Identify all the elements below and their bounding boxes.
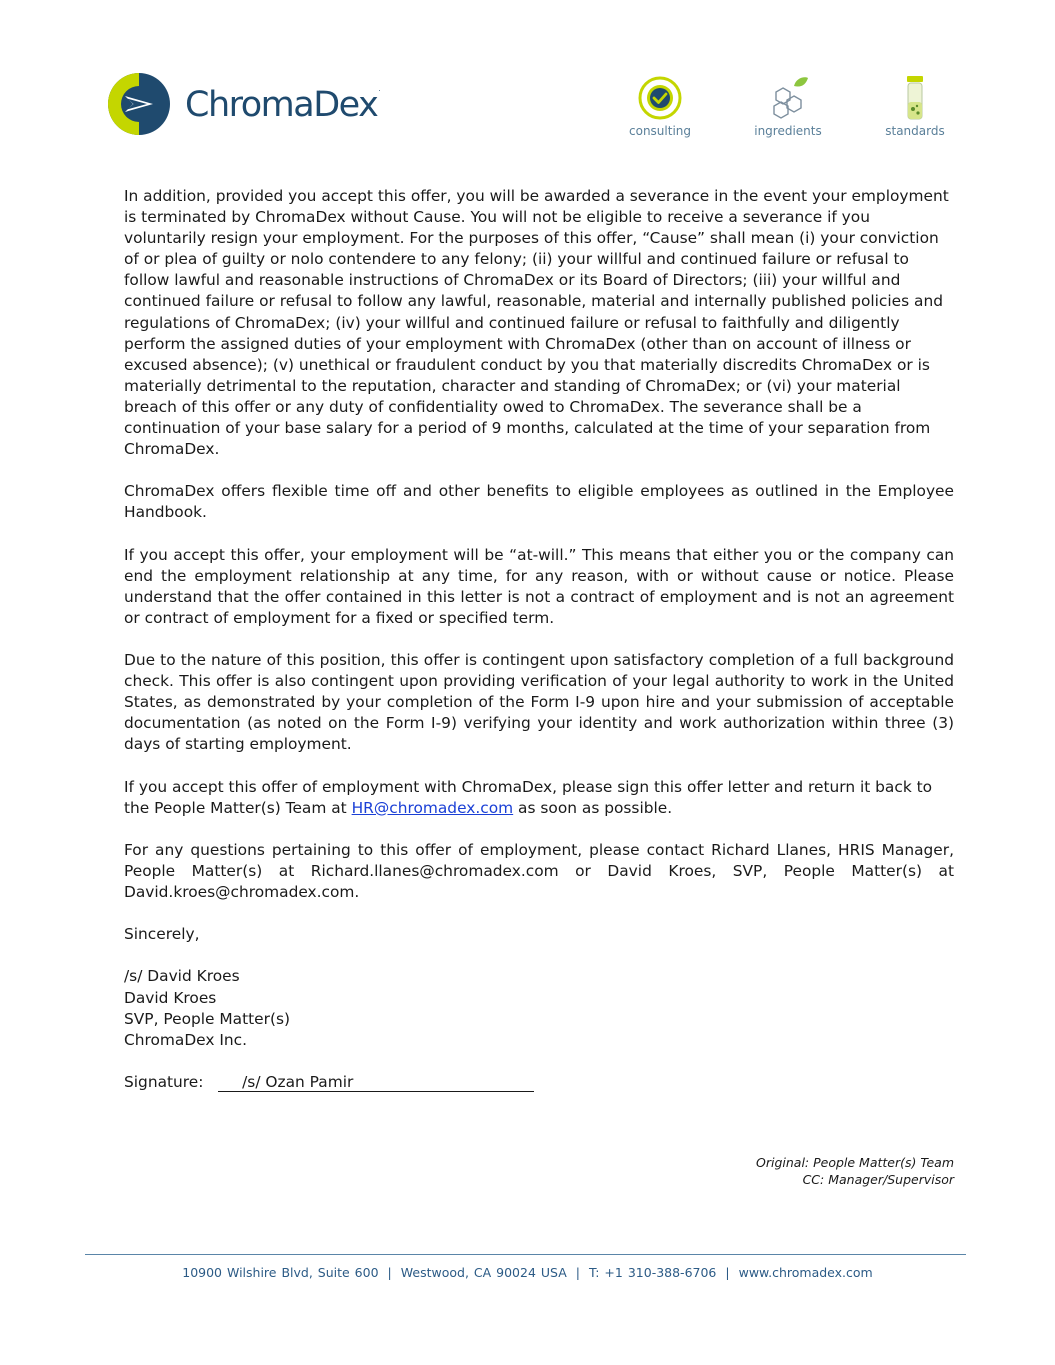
benefits-paragraph: ChromaDex offers flexible time off and other benefits to eligible employees as outlined in the Employee Handbook.: [124, 482, 954, 522]
letter-body: [124, 186, 954, 1114]
service-label: ingredients: [754, 124, 822, 138]
letterhead: [0, 0, 1055, 160]
chromadex-logo: [107, 72, 381, 136]
check-badge-icon: [638, 76, 682, 120]
footer-address: 10900 Wilshire Blvd, Suite 600: [182, 1265, 379, 1280]
chromadex-mark-icon: [107, 72, 171, 136]
signature-label: Signature:: [124, 1072, 204, 1091]
footer: [0, 1265, 1055, 1280]
service-ingredients: [738, 76, 838, 138]
return-letter-paragraph: [124, 777, 954, 819]
footer-separator: |: [725, 1265, 730, 1280]
vial-icon: [893, 76, 937, 120]
acceptance-signature-row: [124, 1072, 954, 1093]
footer-phone: T: +1 310-388-6706: [588, 1265, 717, 1280]
brand-name: ChromaDex.: [185, 85, 381, 125]
signer-signature: /s/ David Kroes: [124, 967, 240, 986]
footer-separator: |: [387, 1265, 392, 1280]
service-label: standards: [885, 124, 945, 138]
hexagon-leaf-icon: [766, 76, 810, 120]
service-label: consulting: [629, 124, 691, 138]
questions-paragraph: For any questions pertaining to this offer of employment, please contact Richard Llanes, HRIS Manager, People Matter(s) at Richard.llanes@chromadex.com or David Kroes, SVP, People Matter(s) at David.kroes@chromadex.com.: [124, 840, 954, 902]
signer-block: [124, 966, 954, 1050]
footer-divider: [85, 1254, 966, 1255]
routing-note: [756, 1154, 954, 1188]
service-standards: [865, 76, 965, 138]
signer-name: David Kroes: [124, 988, 217, 1007]
signer-title: SVP, People Matter(s): [124, 1009, 290, 1028]
footer-website[interactable]: www.chromadex.com: [738, 1265, 873, 1280]
at-will-paragraph: If you accept this offer, your employment will be “at-will.” This means that either you or the company can end the employment relationship at any time, for any reason, with or without cause or notice. Please understand that the offer contained in this letter is not a contract of employment and is not an agreement or contract of employment for a fixed or specified term.: [124, 545, 954, 627]
closing: Sincerely,: [124, 925, 200, 944]
return-text-before: If you accept this offer of employment with ChromaDex, please sign this offer letter and return it back to the People Matter(s) Team at: [124, 777, 933, 817]
severance-paragraph: In addition, provided you accept this offer, you will be awarded a severance in the event your employment is terminated by ChromaDex without Cause. You will not be eligible to receive a severance if you voluntarily resign your employment. For the purposes of this offer, “Cause” shall mean (i) your conviction of or plea of guilty or nolo contendere to any felony; (ii) your willful and continued failure or refusal to follow lawful and reasonable instructions of ChromaDex or its Board of Directors; (iii) your willful and continued failure or refusal to follow any lawful, reasonable, material and internally published policies and regulations of ChromaDex; (iv) your willful and continued failure or refusal to faithfully and diligently perform the assigned duties of your employment with ChromaDex (other than on account of illness or excused absence); (v) unethical or fraudulent conduct by you that materially discredits ChromaDex or is materially detrimental to the reputation, character and standing of ChromaDex; or (vi) your material breach of this offer or any duty of confidentiality owed to ChromaDex. The severance shall be a continuation of your base salary for a period of 9 months, calculated at the time of your separation from ChromaDex.: [124, 187, 949, 459]
return-text-after: as soon as possible.: [513, 798, 673, 817]
routing-original: Original: People Matter(s) Team: [756, 1155, 954, 1170]
footer-separator: |: [575, 1265, 580, 1280]
footer-city: Westwood, CA 90024 USA: [400, 1265, 567, 1280]
background-check-paragraph: Due to the nature of this position, this offer is contingent upon satisfactory completion of a full background check. This offer is also contingent upon providing verification of your legal authority to work in the United States, as demonstrated by your completion of the Form I-9 upon hire and your submission of acceptable documentation (as noted on the Form I-9) verifying your identity and work authorization within three (3) days of starting employment.: [124, 651, 954, 754]
routing-cc: CC: Manager/Supervisor: [802, 1172, 954, 1187]
signer-company: ChromaDex Inc.: [124, 1030, 248, 1049]
service-consulting: [610, 76, 710, 138]
hr-email-link[interactable]: HR@chromadex.com: [351, 798, 514, 817]
signature-field[interactable]: /s/ Ozan Pamir: [218, 1073, 534, 1092]
